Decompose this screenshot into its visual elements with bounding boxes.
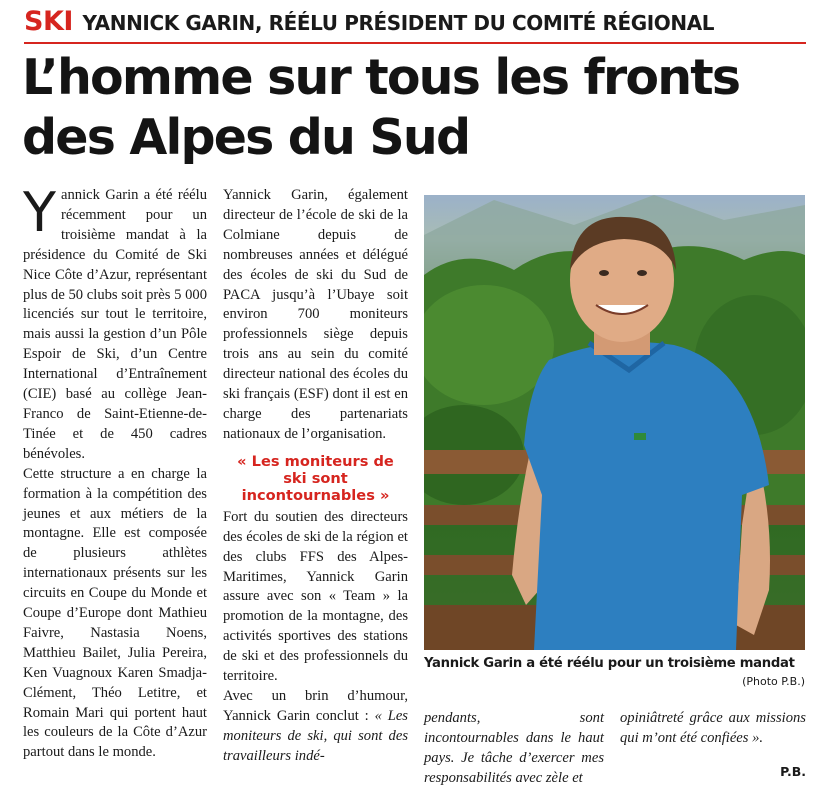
article-column-2	[223, 186, 408, 767]
drop-cap: Y	[23, 181, 56, 244]
kicker	[24, 6, 806, 40]
paragraph: Cette structure a en charge la formation à la compétition des jeunes et aux métiers de la montagne. Elle est composée de plusieurs athlètes internationaux présents sur les circuits en Coupe du Monde et Coupe d’Europe dont Mathieu Faivre, Nastasia Noens, Matthieu Bailet, Julia Pereira, Ken Vuagnoux Karen Smadja-Clément, Théo Letitre, et Romain Mari qui portent haut les couleurs de la Côte d’Azur partout dans le monde.	[23, 465, 207, 761]
photo-credit: (Photo P.B.)	[742, 675, 805, 688]
paragraph: Fort du soutien des directeurs des écoles de ski de la région et des clubs FFS des Alpes-Maritimes, Yannick Garin assure avec son « Team » la promotion de la montagne, des activités sportives des stations de ski et des professionnels du territoire.	[223, 508, 408, 685]
pull-quote: « Les moniteurs de ski sont incontournables »	[237, 452, 394, 504]
lead-text: annick Garin a été réélu récemment pour un troisième mandat à la présidence du Comité de Ski Nice Côte d’Azur, représentant plus de 50 clubs soit près 5 000 licenciés sur tout le territoire, mais aussi la gestion d’un Pôle Espoir de Ski, d’un Centre International d’Entraînement (CIE) basé au collège Jean-Franco de Saint-Etienne-de-Tinée et de 450 cadres bénévoles.	[23, 187, 207, 462]
section-label: SKI	[24, 6, 73, 37]
headline-line-1: L’homme sur tous les fronts	[22, 49, 740, 106]
author-signature: P.B.	[780, 764, 806, 779]
paragraph: Yannick Garin, également directeur de l’école de ski de la Colmiane depuis de nombreuses années et délégué des écoles de ski du Sud de PACA jusqu’à l’Ubaye soit environ 700 moniteurs professionnels siège depuis trois ans au sein du comité directeur national des écoles du ski français (ESF) dont il est en charge des partenariats nationaux de l’organisation.	[223, 187, 408, 442]
article-column-1	[23, 181, 207, 763]
portrait-illustration	[424, 195, 805, 650]
headline-line-2: des Alpes du Sud	[22, 109, 470, 166]
article-photo	[424, 195, 805, 650]
article-column-4: opiniâtreté grâce aux missions qui m’ont été confiées ».	[620, 710, 806, 746]
paragraph	[223, 687, 408, 767]
header-rule	[24, 42, 806, 44]
photo-caption: Yannick Garin a été réélu pour un troisième mandat	[424, 656, 795, 671]
article-column-3: pendants, sont incontournables dans le haut pays. Je tâche d’exercer mes responsabilités avec zèle et	[424, 710, 604, 786]
headline	[22, 48, 812, 168]
paragraph-text: Avec un brin d’humour, Yannick Garin conclut :	[223, 687, 408, 724]
quote-text: « Les moniteurs de ski, qui sont des travailleurs indé-	[223, 707, 408, 764]
kicker-subtitle: YANNICK GARIN, RÉÉLU PRÉSIDENT DU COMITÉ RÉGIONAL	[82, 11, 715, 35]
lead-paragraph	[23, 181, 207, 465]
